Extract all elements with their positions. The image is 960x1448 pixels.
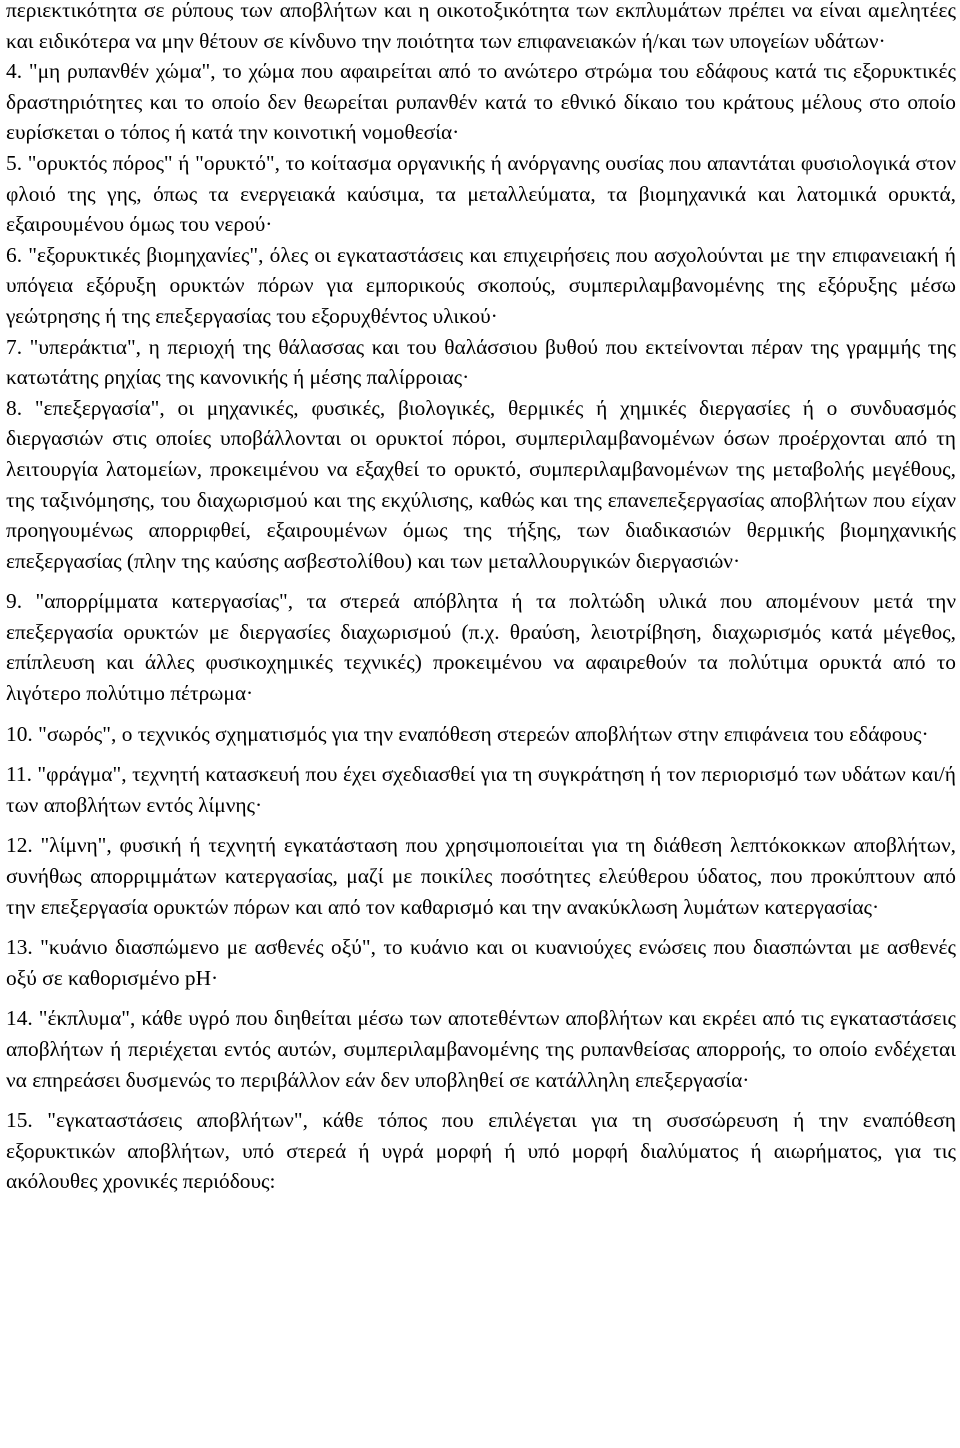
paragraph-definition-10: 10. "σωρός", ο τεχνικός σχηματισμός για την εναπόθεση στερεών αποβλήτων στην επιφάνεια του εδάφους· bbox=[6, 721, 929, 746]
paragraph-definition-8: 8. "επεξεργασία", οι μηχανικές, φυσικές, βιολογικές, θερμικές ή χημικές διεργασίες ή ο συνδυασμός διεργασιών στις οποίες υποβάλλονται οι ορυκτοί πόροι, συμπεριλαμβανομένων όσων προέρχονται από τη λειτουργία λατομείων, προκειμένου να εξαχθεί το ορυκτό, συμπεριλαμβανομένων της μεταβολής μεγέθους, της ταξινόμησης, του διαχωρισμού και της εκχύλισης, καθώς και της επανεπεξεργασίας αποβλήτων που είχαν προηγουμένως απορριφθεί, εξαιρουμένων όμως της τήξης, των διαδικασιών θερμικής βιομηχανικής επεξεργασίας (πλην της καύσης ασβεστολίθου) και των μεταλλουργικών διεργασιών· bbox=[6, 395, 956, 573]
paragraph-definition-7: 7. "υπεράκτια", η περιοχή της θάλασσας και του θαλάσσιου βυθού που εκτείνονται πέραν της γραμμής της κατωτάτης ρηχίας της κανονικής ή μέσης παλίρροιας· bbox=[6, 334, 956, 390]
paragraph-definition-11: 11. "φράγμα", τεχνητή κατασκευή που έχει σχεδιασθεί για τη συγκράτηση ή τον περιορισμό των υδάτων και/ή των αποβλήτων εντός λίμνης· bbox=[6, 762, 956, 817]
paragraph-continuation: περιεκτικότητα σε ρύπους των αποβλήτων και η οικοτοξικότητα των εκπλυμάτων πρέπει να είναι αμελητέες και ειδικότερα να μην θέτουν σε κίνδυνο την ποιότητα των επιφανειακών ή/και των υπογείων υδάτων· bbox=[6, 0, 956, 53]
paragraph-definition-4: 4. "μη ρυπανθέν χώμα", το χώμα που αφαιρείται από το ανώτερο στρώμα του εδάφους κατά τις εξορυκτικές δραστηριότητες και το οποίο δεν θεωρείται ρυπανθέν κατά το εθνικό δίκαιο του κράτους μέλους στο οποίο ευρίσκεται ο τόπος ή κατά την κοινοτική νομοθεσία· bbox=[6, 59, 956, 145]
paragraph-definition-6: 6. "εξορυκτικές βιομηχανίες", όλες οι εγκαταστάσεις και επιχειρήσεις που ασχολούνται με την επιφανειακή ή υπόγεια εξόρυξη ορυκτών πόρων για εμπορικούς σκοπούς, συμπεριλαμβανομένης της εξόρυξης μέσω γεώτρησης ή της επεξεργασίας του εξορυχθέντος υλικού· bbox=[6, 242, 956, 328]
paragraph-definition-14: 14. "έκπλυμα", κάθε υγρό που διηθείται μέσω των αποτεθέντων αποβλήτων και εκρέει από τις εγκαταστάσεις αποβλήτων ή περιέχεται εντός αυτών, συμπεριλαμβανομένης της ρυπανθείσας απορροής, το οποίο ενδέχεται να επηρεάσει δυσμενώς το περιβάλλον εάν δεν υποβληθεί σε κατάλληλη επεξεργασία· bbox=[6, 1006, 956, 1092]
paragraph-definition-15: 15. "εγκαταστάσεις αποβλήτων", κάθε τόπος που επιλέγεται για τη συσσώρευση ή την εναπόθεση εξορυκτικών αποβλήτων, υπό στερεά ή υγρά μορφή ή υπό μορφή διαλύματος ή αιωρήματος, για τις ακόλουθες χρονικές περιόδους: bbox=[6, 1108, 956, 1194]
paragraph-definition-13: 13. "κυάνιο διασπώμενο με ασθενές οξύ", το κυάνιο και οι κυανιούχες ενώσεις που διασπώνται με ασθενές οξύ σε καθορισμένο pH· bbox=[6, 935, 956, 990]
paragraph-definition-5: 5. "ορυκτός πόρος" ή "ορυκτό", το κοίτασμα οργανικής ή ανόργανης ουσίας που απαντάται φυσιολογικά στον φλοιό της γης, όπως τα ενεργειακά καύσιμα, τα μεταλλεύματα, τα βιομηχανικά και λατομικά ορυκτά, εξαιρουμένου όμως του νερού· bbox=[6, 150, 956, 237]
paragraph-definition-9: 9. "απορρίμματα κατεργασίας", τα στερεά απόβλητα ή τα πολτώδη υλικά που απομένουν μετά την επεξεργασία ορυκτών με διεργασίες διαχωρισμού (π.χ. θραύση, λειοτρίβηση, διαχωρισμός κατά μέγεθος, επίπλευση και άλλες φυσικοχημικές τεχνικές) προκειμένου να αφαιρεθούν τα πολύτιμα ορυκτά από το λιγότερο πολύτιμο πέτρωμα· bbox=[6, 589, 956, 706]
paragraph-definition-12: 12. "λίμνη", φυσική ή τεχνητή εγκατάσταση που χρησιμοποιείται για τη διάθεση λεπτόκοκκων αποβλήτων, συνήθως απορριμμάτων κατεργασίας, μαζί με ποικίλες ποσότητες ελεύθερου ύδατος, που προκύπτουν από την επεξεργασία ορυκτών πόρων και από τον καθαρισμό και την ανακύκλωση λυμάτων κατεργασίας· bbox=[6, 833, 956, 919]
